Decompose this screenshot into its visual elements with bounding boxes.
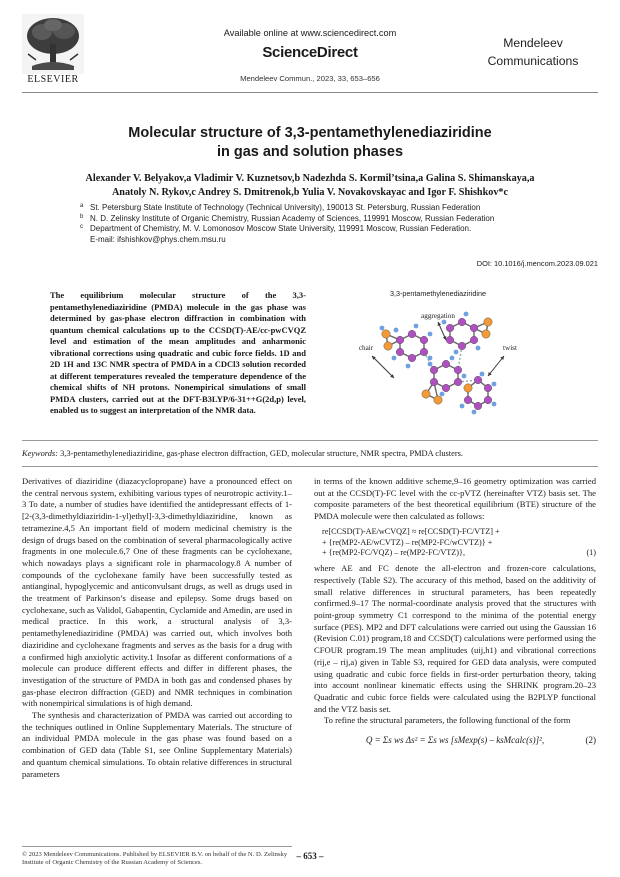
carbon-atom — [484, 384, 492, 392]
affiliation-mark: b — [80, 213, 84, 220]
carbon-atom — [470, 336, 478, 344]
doi-link[interactable]: DOI: 10.1016/j.mencom.2023.09.021 — [476, 259, 598, 268]
hydrogen-atom — [440, 392, 445, 397]
carbon-atom — [464, 396, 472, 404]
body-column-right — [314, 476, 596, 755]
carbon-atom — [454, 378, 462, 386]
hydrogen-atom — [442, 320, 447, 325]
affiliation-text: St. Petersburg State Institute of Technology (Technical University), 190013 St. Petersburg, Russian Federation — [90, 203, 481, 212]
nitrogen-atom — [434, 396, 442, 404]
copyright-notice: © 2023 Mendeleev Communications. Published by ELSEVIER B.V. on behalf of the N. D. Zelinsky Institute of Organic Chemistry of the Russian Academy of Sciences. — [22, 851, 288, 867]
graphic-bonds — [386, 322, 488, 406]
hydrogen-atom — [394, 328, 399, 333]
body-paragraph: in terms of the known additive scheme,9–16 geometry optimization was carried out at the CCSD(T)-FC level with the cc-pVTZ (hereinafter VTZ) basis set. The composite parameters of the best theoretical equilibrium (BTE) structure of the PMDA molecule were then calculated as follows: — [314, 476, 596, 522]
hydrogen-atom — [392, 356, 397, 361]
carbon-atom — [474, 376, 482, 384]
hydrogen-atom — [462, 374, 467, 379]
keywords-top-divider — [22, 440, 598, 441]
header-divider — [22, 92, 598, 93]
nitrogen-atom — [422, 390, 430, 398]
hydrogen-atom — [380, 326, 385, 331]
equation-1-line: re[CCSD(T)-AE/wCVQZ] ≈ re[CCSD(T)-FC/VTZ] + — [322, 526, 500, 536]
author-list — [70, 172, 550, 199]
journal-citation: Mendeleev Commun., 2023, 33, 653–656 — [240, 74, 380, 83]
body-paragraph: To refine the structural parameters, the following functional of the form — [324, 715, 571, 726]
carbon-atom — [446, 336, 454, 344]
affiliation-text: Department of Chemistry, M. V. Lomonosov Moscow State University, 119991 Moscow, Russian Federation. — [90, 224, 472, 233]
article-title — [60, 124, 560, 162]
abstract-text: The equilibrium molecular structure of the 3,3-pentamethylenediaziridine (PMDA) molecule in the gas phase was determined by gas-phase electron diffraction in combination with quantum chemical calculations up to the CCSD(T)-AE/cc-pwCVQZ level and estimation of the mean amplitudes and anharmonic vibrational corrections using quadratic and cubic force fields. 1D and 2D 1H and 13C NMR spectra of PMDA in a CDCl3 solution recorded at different temperatures revealed the temperature dependence of the chemical shifts of NH protons. Nonempirical simulations of small PMDA clusters, carried out at the DFT-B3LYP/6-31++G(2d,p) level, enabled us to suggest an interpretation of the NMR data. — [50, 290, 306, 415]
carbon-atom — [408, 354, 416, 362]
carbon-atom — [454, 366, 462, 374]
equation-2-text: Q = Σs ws Δs² = Σs ws [sMexp(s) – ksMcalc(s)]², — [365, 735, 545, 746]
journal-name — [474, 34, 592, 70]
carbon-atom — [430, 366, 438, 374]
label-chair: chair — [358, 344, 374, 352]
keywords-text: 3,3-pentamethylenediaziridine, gas-phase electron diffraction, GED, molecular structure, NMR spectra, PMDA clusters. — [60, 449, 463, 458]
page-number: – 653 – — [296, 851, 324, 861]
corresponding-email — [80, 235, 550, 246]
graphic-title: 3,3-pentamethylenediaziridine — [390, 289, 486, 298]
title-line1: Molecular structure of 3,3-pentamethylenediaziridine — [128, 125, 492, 141]
body-paragraph: The synthesis and characterization of PMDA was carried out according to the techniques outlined in Online Supplementary Materials. The structure of an individual PMDA molecule in the gas phase was found based on a combination of GED data (Table S1, see Online Supplementary Materials) and quantum chemical simulations. To obtain relative differences in structural parameters — [22, 710, 292, 779]
hydrogen-atom — [460, 404, 465, 409]
carbon-atom — [442, 384, 450, 392]
keywords-bottom-divider — [22, 466, 598, 467]
footer-divider — [22, 846, 292, 847]
equation-1-line: + {re(MP2-FC/VQZ) – re(MP2-FC/VTZ)}, — [322, 548, 466, 558]
carbon-atom — [430, 378, 438, 386]
authors-line1: Alexander V. Belyakov,a Vladimir V. Kuznetsov,b Nadezhda S. Kormil’tsina,a Galina S. Shimanskaya,a — [85, 173, 535, 184]
available-online-text: Available online at www.sciencedirect.com — [223, 28, 397, 38]
elsevier-tree-logo — [22, 14, 84, 74]
carbon-atom — [474, 402, 482, 410]
hydrogen-atom — [476, 346, 481, 351]
keywords-line — [22, 448, 598, 459]
graphical-abstract — [338, 288, 538, 418]
hydrogen-atom — [450, 356, 455, 361]
hydrogen-atom — [480, 372, 485, 377]
carbon-atom — [408, 330, 416, 338]
affiliation-mark: c — [80, 224, 83, 230]
arrow-line — [488, 356, 504, 376]
carbon-atom — [420, 348, 428, 356]
hydrogen-atom — [428, 332, 433, 337]
journal-name-line1: Mendeleev — [503, 36, 563, 50]
email-text: E-mail: ifshishkov@phys.chem.msu.ru — [90, 234, 226, 244]
hydrogen-atom — [492, 382, 497, 387]
hydrogen-atom — [454, 350, 459, 355]
label-aggregation: aggregation — [421, 312, 455, 320]
body-paragraph: where AE and FC denote the all-electron and frozen-core calculations, respectively (Table S2). The accuracy of this method, based on the additivity of small relative differences in structural parameters, has been repeatedly confirmed.9–17 The normal-coordinate analysis proved that the structures with point-group symmetry C1 correspond to the minima of the potential energy surface (PES). MP2 and DFT calculations were carried out using the Gaussian 16 (Revision C.01) program,18 and CCSD(T) calculations were performed using the CFOUR program.19 The mean amplitudes (uij,h1) and vibrational corrections (rij,e – rij,a) given in Table S3, required for GED data analysis, were computed using quadratic and cubic force fields in first-order perturbation theory, taking into account nonlinear kinematic effects using the SHRINK program.20–23 Quadratic and cubic force fields were calculated using the B2PLYP functional and the VTZ basis set. — [314, 563, 596, 714]
graphic-atoms — [380, 312, 497, 415]
keywords-label: Keywords: — [22, 449, 58, 458]
carbon-atom — [484, 396, 492, 404]
carbon-atom — [470, 324, 478, 332]
authors-line2: Anatoly N. Rykov,c Andrey S. Dmitrenok,b Yulia V. Novakovskayac and Igor F. Shishkov*c — [111, 186, 509, 198]
hydrogen-atom — [414, 324, 419, 329]
nitrogen-atom — [482, 330, 490, 338]
carbon-atom — [442, 360, 450, 368]
affiliation-text: N. D. Zelinsky Institute of Organic Chemistry, Russian Academy of Sciences, 119991 Moscow, Russian Federation — [90, 213, 495, 223]
affiliation-a — [80, 203, 550, 214]
nitrogen-atom — [464, 384, 472, 392]
equation-number: (1) — [586, 548, 596, 558]
carbon-atom — [446, 324, 454, 332]
body-column-left — [22, 476, 292, 780]
label-twist: twist — [503, 344, 517, 352]
body-paragraph: Derivatives of diaziridine (diazacyclopropane) have a pronounced effect on the central nervous system, exhibiting various types of neurotropic activity.1–3 To date, a number of studies have identified the antidepressant effects of 1-[2-(3,3-dimethyldiaziridin-1-yl)ethyl]-3,3-dimethyldiaziridine, known as tetramezine.4,5 An important field of modern medicinal chemistry is the design of drugs based on the combination of several pharmacologically active fragments in one molecule.6,7 One of these fragments can be cyclohexane, which nowadays plays a significant role in pharmacology.8 A number of compounds of the cyclohexane family have been successfully tested as antianginal, hypoglycemic and anticonvulsant drugs, as well as drugs used in the treatment of Parkinson’s disease and epilepsy. Some drugs based on cyclohexane, such as Validol, Gabapentin, Cyclamide and Amedin, are used in medical practice. In this work, a structural analysis of 3,3-pentamethylenediaziridine (PMDA) was carried out, which involves both diaziridine and cyclohexane fragments and serves as the basis for a drug with a confirmed high anxiolytic activity.1 Insofar as different conformations of a molecule can produce different effects and differ in different phases, the investigation of the structure of PMDA in both gas and condensed phases by gas-phase electron diffraction (GED) and NMR techniques in combination with nonempirical simulations is of high demand. — [22, 476, 292, 709]
affiliation-c — [80, 224, 550, 235]
affiliation-mark: a — [80, 203, 84, 209]
hydrogen-atom — [464, 312, 469, 317]
equation-number: (2) — [585, 735, 596, 746]
carbon-atom — [458, 342, 466, 350]
carbon-atom — [396, 348, 404, 356]
affiliation-b — [80, 214, 550, 225]
equation-1-line: + {re(MP2-AE/wCVTZ) – re(MP2-FC/wCVTZ)} + — [322, 537, 493, 547]
arrow-line — [372, 356, 394, 378]
hydrogen-atom — [406, 364, 411, 369]
sciencedirect-logo: ScienceDirect — [262, 44, 358, 61]
title-line2: in gas and solution phases — [216, 144, 404, 160]
equation-1 — [322, 527, 596, 559]
hydrogen-atom — [472, 410, 477, 415]
nitrogen-atom — [382, 330, 390, 338]
publisher-name: ELSEVIER — [27, 74, 79, 85]
nitrogen-atom — [384, 342, 392, 350]
carbon-atom — [420, 336, 428, 344]
carbon-atom — [396, 336, 404, 344]
hydrogen-atom — [492, 402, 497, 407]
equation-2 — [314, 735, 596, 747]
journal-name-line2: Communications — [487, 54, 579, 68]
hydrogen-atom — [428, 362, 433, 367]
affiliations — [80, 203, 550, 245]
hydrogen-atom — [428, 356, 433, 361]
carbon-atom — [458, 318, 466, 326]
nitrogen-atom — [484, 318, 492, 326]
